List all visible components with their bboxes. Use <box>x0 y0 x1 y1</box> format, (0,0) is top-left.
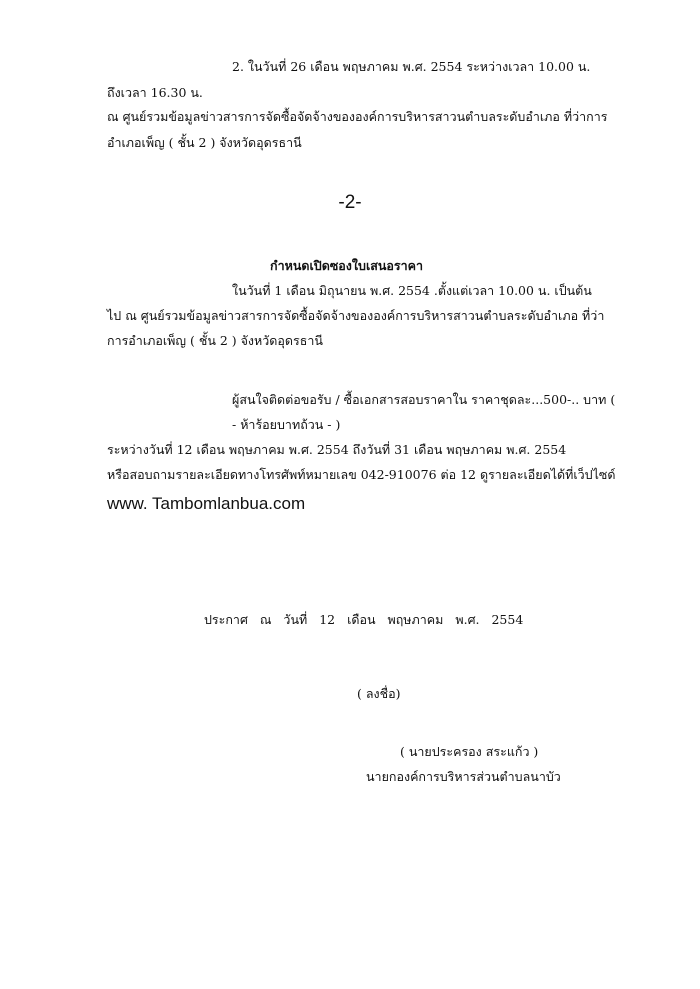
top-location-line-2: อำเภอเพ็ญ ( ชั้น 2 ) จังหวัดอุดรธานี <box>107 135 302 150</box>
announcement-line: ประกาศ ณ วันที่ 12 เดือน พฤษภาคม พ.ศ. 2554 <box>204 612 524 627</box>
website-link[interactable]: www. Tambomlanbua.com <box>107 494 306 513</box>
section-heading: กำหนดเปิดซองใบเสนอราคา <box>270 258 424 273</box>
top-location-line: ณ ศูนย์รวมข้อมูลข่าวสารการจัดซื้อจัดจ้างขององค์การบริหารสาวนตำบลระดับอำเภอ ที่ว่าการ <box>107 109 608 124</box>
opening-date-line: ในวันที่ 1 เดือน มิถุนายน พ.ศ. 2554 .ตั้งแต่เวลา 10.00 น. เป็นต้น <box>232 283 592 298</box>
top-time-line: ถึงเวลา 16.30 น. <box>107 85 203 100</box>
signed-label: ( ลงชื่อ) <box>357 686 401 701</box>
signer-name: ( นายประครอง สระแก้ว ) <box>400 744 539 759</box>
purchase-line: ผู้สนใจติดต่อขอรับ / ซื้อเอกสารสอบราคาใน ราคาชุดละ...500-.. บาท ( <box>232 392 616 407</box>
opening-location-line-2: การอำเภอเพ็ญ ( ชั้น 2 ) จังหวัดอุดรธานี <box>107 333 323 348</box>
sale-period-line: ระหว่างวันที่ 12 เดือน พฤษภาคม พ.ศ. 2554 ถึงวันที่ 31 เดือน พฤษภาคม พ.ศ. 2554 <box>107 442 567 457</box>
opening-location-line: ไป ณ ศูนย์รวมข้อมูลข่าวสารการจัดซื้อจัดจ้างขององค์การบริหารสาวนตำบลระดับอำเภอ ที่ว่า <box>107 308 605 323</box>
page-number: -2- <box>338 192 362 213</box>
signer-title: นายกองค์การบริหารส่วนตำบลนาบัว <box>366 769 561 784</box>
price-words-line: - ห้าร้อยบาทถ้วน - ) <box>232 417 341 432</box>
top-date-line: 2. ในวันที่ 26 เดือน พฤษภาคม พ.ศ. 2554 ระหว่างเวลา 10.00 น. <box>232 59 591 74</box>
contact-line: หรือสอบถามรายละเอียดทางโทรศัพท์หมายเลข 042-910076 ต่อ 12 ดูรายละเอียดได้ที่เว็ปไซด์ <box>107 467 616 482</box>
